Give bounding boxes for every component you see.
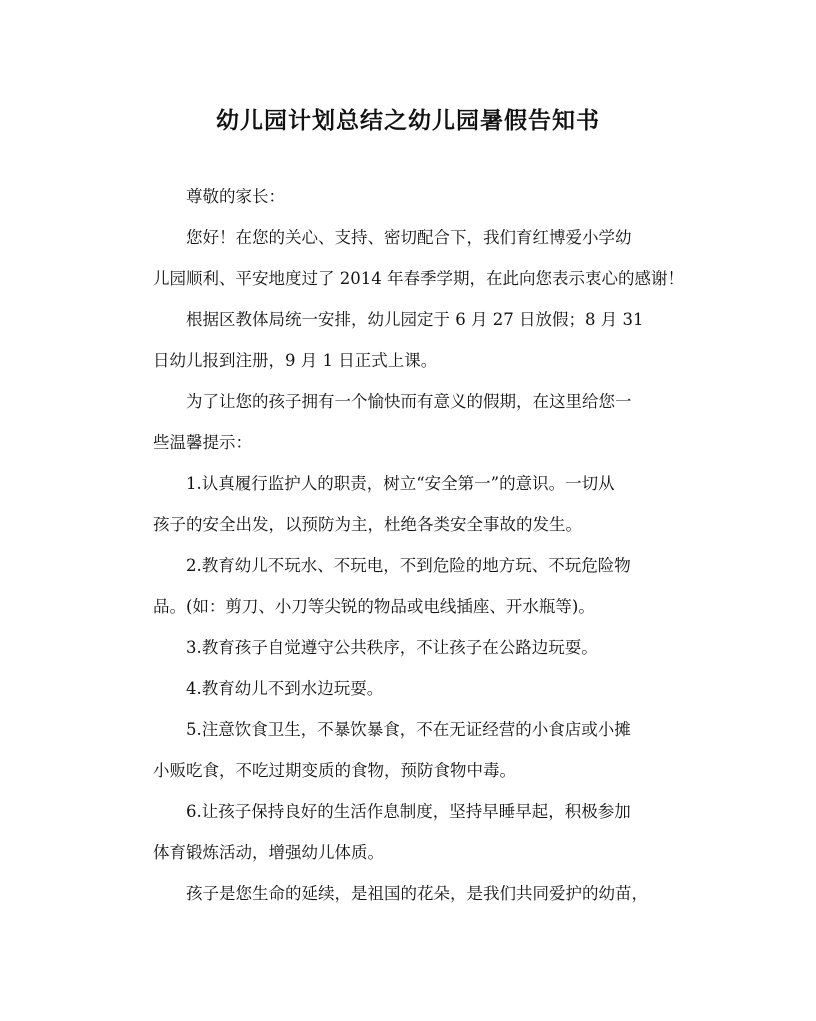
text-line: 4.教育幼儿不到水边玩耍。: [186, 679, 384, 698]
document-body: [120, 176, 700, 914]
tip-item-5: [120, 709, 700, 791]
text-line: 孩子的安全出发，以预防为主，杜绝各类安全事故的发生。: [153, 515, 582, 534]
text-line: 儿园顺利、平安地度过了 2014 年春季学期，在此向您表示衷心的感谢！: [153, 269, 684, 288]
text-line: 日幼儿报到注册，9 月 1 日正式上课。: [153, 351, 438, 370]
text-line: 6.让孩子保持良好的生活作息制度，坚持早睡早起，积极参加: [186, 802, 631, 821]
text-line: 根据区教体局统一安排，幼儿园定于 6 月 27 日放假；8 月 31: [186, 310, 644, 329]
text-line: 1.认真履行监护人的职责，树立“安全第一”的意识。一切从: [186, 474, 615, 493]
text-line: 2.教育幼儿不玩水、不玩电，不到危险的地方玩、不玩危险物: [186, 556, 631, 575]
document-title: 幼儿园计划总结之幼儿园暑假告知书: [216, 107, 600, 134]
tip-item-2: [120, 545, 700, 627]
text-line: 3.教育孩子自觉遵守公共秩序，不让孩子在公路边玩耍。: [186, 638, 598, 657]
paragraph-greeting: [120, 217, 700, 299]
text-line: 您好！在您的关心、支持、密切配合下，我们育红博爱小学幼: [186, 228, 632, 247]
tip-item-1: [120, 463, 700, 545]
text-line: 孩子是您生命的延续，是祖国的花朵，是我们共同爱护的幼苗，: [186, 884, 648, 903]
paragraph-schedule: [120, 299, 700, 381]
tip-item-6: [120, 791, 700, 873]
text-line: 品。(如：剪刀、小刀等尖锐的物品或电线插座、开水瓶等)。: [153, 597, 595, 616]
text-line: 5.注意饮食卫生，不暴饮暴食，不在无证经营的小食店或小摊: [186, 720, 631, 739]
text-line: 为了让您的孩子拥有一个愉快而有意义的假期，在这里给您一: [186, 392, 632, 411]
paragraph-intro-tips: [120, 381, 700, 463]
paragraph-salutation: [120, 176, 700, 217]
text-line: 些温馨提示：: [153, 433, 252, 452]
tip-item-4: [120, 668, 700, 709]
text-line: 小贩吃食，不吃过期变质的食物，预防食物中毒。: [153, 761, 516, 780]
text-line: 尊敬的家长：: [186, 187, 285, 206]
text-line: 体育锻炼活动，增强幼儿体质。: [153, 843, 384, 862]
tip-item-3: [120, 627, 700, 668]
paragraph-closing: [120, 873, 700, 914]
